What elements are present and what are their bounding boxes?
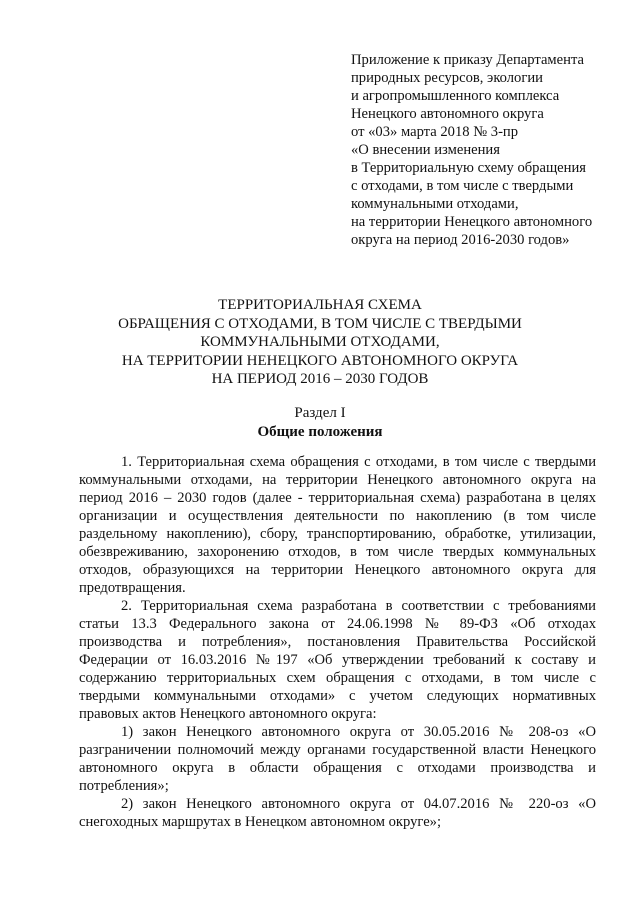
- title-line: КОММУНАЛЬНЫМИ ОТХОДАМИ,: [200, 334, 440, 350]
- appendix-line: в Территориальную схему обращения: [351, 160, 586, 176]
- appendix-block: [351, 51, 636, 249]
- appendix-line: от «03» марта 2018 № 3-пр: [351, 124, 519, 140]
- appendix-line: «О внесении изменения: [351, 142, 500, 158]
- document-title: [60, 296, 580, 389]
- title-line: ТЕРРИТОРИАЛЬНАЯ СХЕМА: [218, 297, 422, 313]
- title-line: НА ПЕРИОД 2016 – 2030 ГОДОВ: [211, 371, 429, 387]
- appendix-line: на территории Ненецкого автономного: [351, 214, 593, 230]
- appendix-line: природных ресурсов, экологии: [351, 70, 543, 86]
- paragraph: 2. Территориальная схема разработана в соответствии с требованиями статьи 13.3 Федерального закона от 24.06.1998 № 89-ФЗ «Об отходах производства и потребления», постановления Правительства Российской Федерации от 16.03.2016 №197 «Об утверждении требований к составу и содержанию территориальных схем обращения с отходами, в том числе с твердыми коммунальными отходами» с учетом следующих нормативных правовых актов Ненецкого автономного округа:: [79, 598, 596, 722]
- appendix-line: коммунальными отходами,: [351, 196, 519, 212]
- appendix-line: Приложение к приказу Департамента: [351, 52, 584, 68]
- appendix-line: с отходами, в том числе с твердыми: [351, 178, 574, 194]
- section-heading: Общие положения: [257, 424, 383, 440]
- appendix-line: и агропромышленного комплекса: [351, 88, 560, 104]
- title-line: НА ТЕРРИТОРИИ НЕНЕЦКОГО АВТОНОМНОГО ОКРУГА: [121, 352, 519, 369]
- appendix-line: округа на период 2016-2030 годов»: [351, 232, 570, 248]
- paragraph: 1. Территориальная схема обращения с отходами, в том числе с твердыми коммунальными отходами, на территории Ненецкого автономного округа на период 2016 – 2030 годов (далее - территориальная схема) разработана в целях организации и осуществления деятельности по накоплению (в том числе раздельному накоплению), сбору, транспортированию, обработке, утилизации, обезвреживанию, захоронению отходов, в том числе твердых коммунальных отходов, образующихся на территории Ненецкого автономного округа для предотвращения.: [79, 454, 596, 596]
- section-label: Раздел I: [294, 405, 346, 421]
- title-line: ОБРАЩЕНИЯ С ОТХОДАМИ, В ТОМ ЧИСЛЕ С ТВЕРДЫМИ: [118, 315, 522, 332]
- paragraph: 2) закон Ненецкого автономного округа от 04.07.2016 № 220-оз «О снегоходных маршрутах в Ненецком автономном округе»;: [79, 796, 596, 830]
- section-header: [60, 404, 580, 442]
- appendix-line: Ненецкого автономного округа: [351, 106, 544, 122]
- paragraph: 1) закон Ненецкого автономного округа от 30.05.2016 № 208-оз «О разграничении полномочий между органами государственной власти Ненецкого автономного округа в области обращения с отходами производства и потребления»;: [79, 724, 596, 794]
- document-body: [79, 453, 596, 831]
